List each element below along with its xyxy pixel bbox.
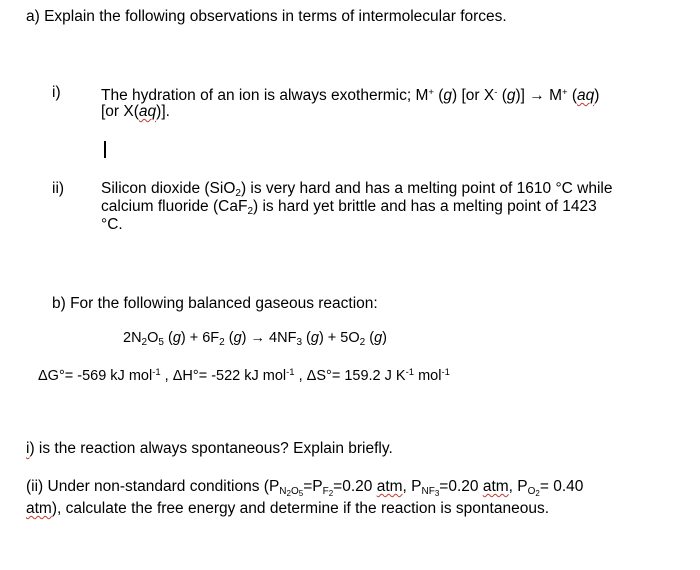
thermo-values: ΔG°= -569 kJ mol$^{-1}$ , ΔH°= -522 kJ mol$^{-1}$ , ΔS°= 159.2 J $K^{-1}$ mol$^{-1}$ (38, 367, 450, 384)
text-cursor[interactable] (104, 141, 106, 158)
question-ii-line-2: atm), calculate the free energy and determine if the reaction is spontaneous. (26, 500, 550, 517)
item-ii-numeral: ii) (52, 180, 65, 197)
item-ii-line-3: °C. (101, 216, 123, 233)
reaction-equation: $2N_2O_5$ $(g) + 6F_2$ $(g) \to 4NF_3$ $(g) + 5O_2$ (g) (123, 330, 387, 348)
part-b-heading: b) For the following balanced gaseous reaction: (52, 295, 378, 312)
question-i: i) is the reaction always spontaneous? Explain briefly. (26, 440, 393, 457)
item-i-numeral: i) (52, 84, 61, 101)
item-ii-line-2: calcium fluoride (CaF$_2$) is hard yet brittle and has a melting point of 1423 (101, 198, 597, 217)
question-ii-line-1: (ii) Under non-standard conditions ($P_{N_2O_5}=P_{F_2}=0.20$ atm, $P_{NF_3}=0.20$ atm, $P_{O_2}= 0.40$ (26, 478, 584, 498)
item-i-line-1: The hydration of an ion is always exothermic; M+ (g) [or X- (g)] → M+ (aq) (101, 87, 600, 104)
item-i-line-2: [or X(aq)]. (101, 103, 170, 120)
part-a-heading: a) Explain the following observations in terms of intermolecular forces. (26, 8, 507, 25)
item-ii-line-1: Silicon dioxide (SiO$_2$) is very hard and has a melting point of 1610 °C while (101, 180, 613, 199)
